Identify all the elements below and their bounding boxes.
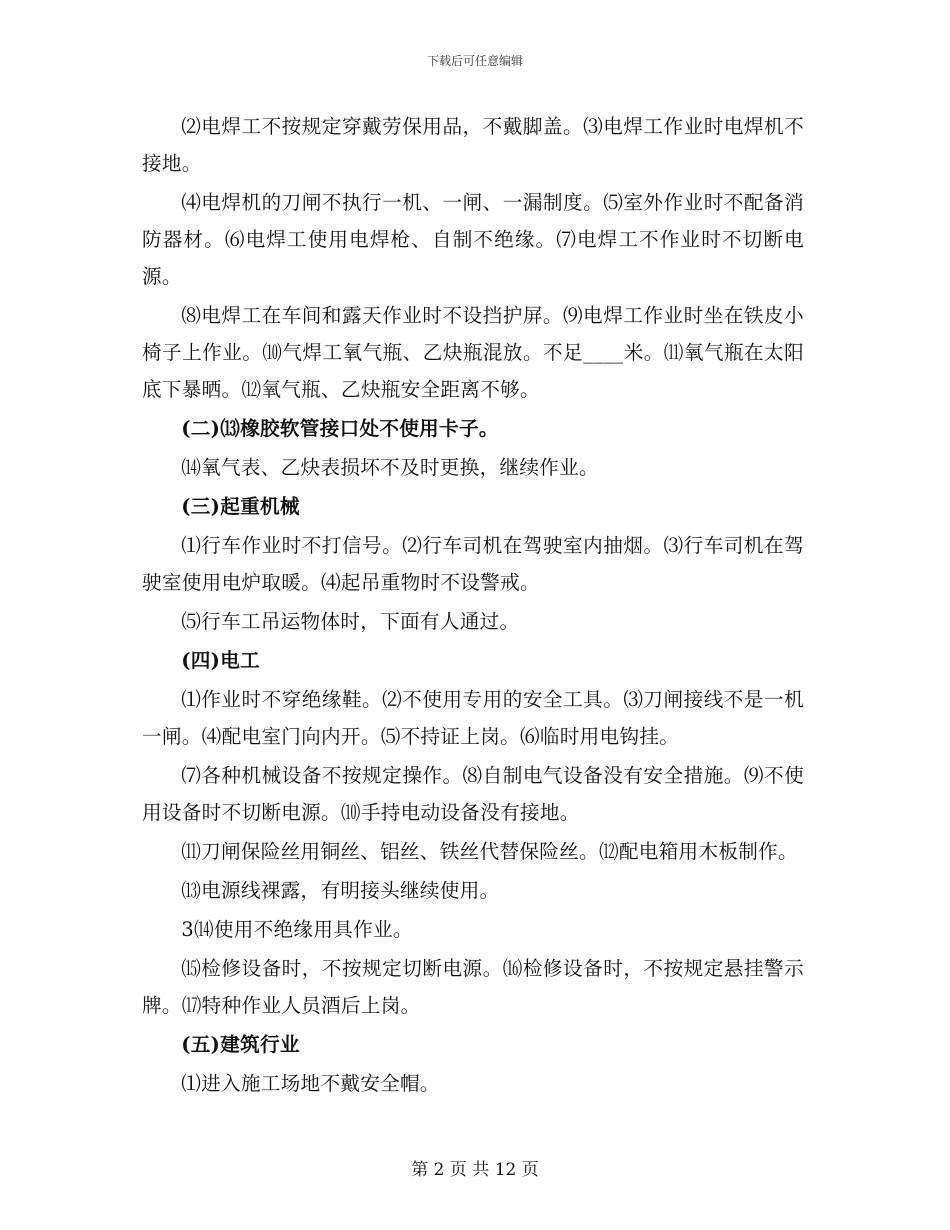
paragraph: ⒁氧气表、乙炔表损坏不及时更换，继续作业。 [181, 456, 599, 479]
paragraph: ⑵电焊工不按规定穿戴劳保用品，不戴脚盖。⑶电焊工作业时电焊机不接地。 [142, 115, 804, 175]
paragraph: ⑾刀闸保险丝用铜丝、铝丝、铁丝代替保险丝。⑿配电箱用木板制作。 [181, 840, 798, 863]
section-heading: (二)⒀橡胶软管接口处不使用卡子。 [181, 417, 499, 440]
section-heading: (三)起重机械 [181, 495, 300, 518]
paragraph: ⑻电焊工在车间和露天作业时不设挡护屏。⑼电焊工作业时坐在铁皮小椅子上作业。⑽气焊工氧气瓶、乙炔瓶混放。不足____米。⑾氧气瓶在太阳底下暴晒。⑿氧气瓶、乙炔瓶安全距离不够。 [142, 304, 804, 401]
section-heading: (四)电工 [181, 649, 261, 672]
paragraph: ⑴作业时不穿绝缘鞋。⑵不使用专用的安全工具。⑶刀闸接线不是一机一闸。⑷配电室门向内开。⑸不持证上岗。⑹临时用电钩挂。 [142, 688, 804, 748]
paragraph: ⑷电焊机的刀闸不执行一机、一闸、一漏制度。⑸室外作业时不配备消防器材。⑹电焊工使用电焊枪、自制不绝缘。⑺电焊工不作业时不切断电源。 [142, 191, 804, 288]
paragraph: ⑺各种机械设备不按规定操作。⑻自制电气设备没有安全措施。⑼不使用设备时不切断电源。⑽手持电动设备没有接地。 [142, 764, 804, 824]
document-body [142, 108, 804, 1104]
section-heading: (五)建筑行业 [181, 1033, 300, 1056]
paragraph: ⑴进入施工场地不戴安全帽。 [181, 1072, 440, 1095]
paragraph: ⑸行车工吊运物体时，下面有人通过。 [181, 610, 520, 633]
page-header: 下载后可任意编辑 [426, 54, 523, 68]
paragraph: 3⒁使用不绝缘用具作业。 [181, 918, 413, 941]
paragraph: ⑴行车作业时不打信号。⑵行车司机在驾驶室内抽烟。⑶行车司机在驾驶室使用电炉取暖。⑷起吊重物时不设警戒。 [142, 534, 804, 594]
page-number-footer: 第 2 页 共 12 页 [411, 1160, 539, 1180]
paragraph: ⒂检修设备时，不按规定切断电源。⒃检修设备时，不按规定悬挂警示牌。⒄特种作业人员酒后上岗。 [142, 957, 804, 1017]
paragraph: ⒀电源线裸露，有明接头继续使用。 [181, 879, 500, 902]
